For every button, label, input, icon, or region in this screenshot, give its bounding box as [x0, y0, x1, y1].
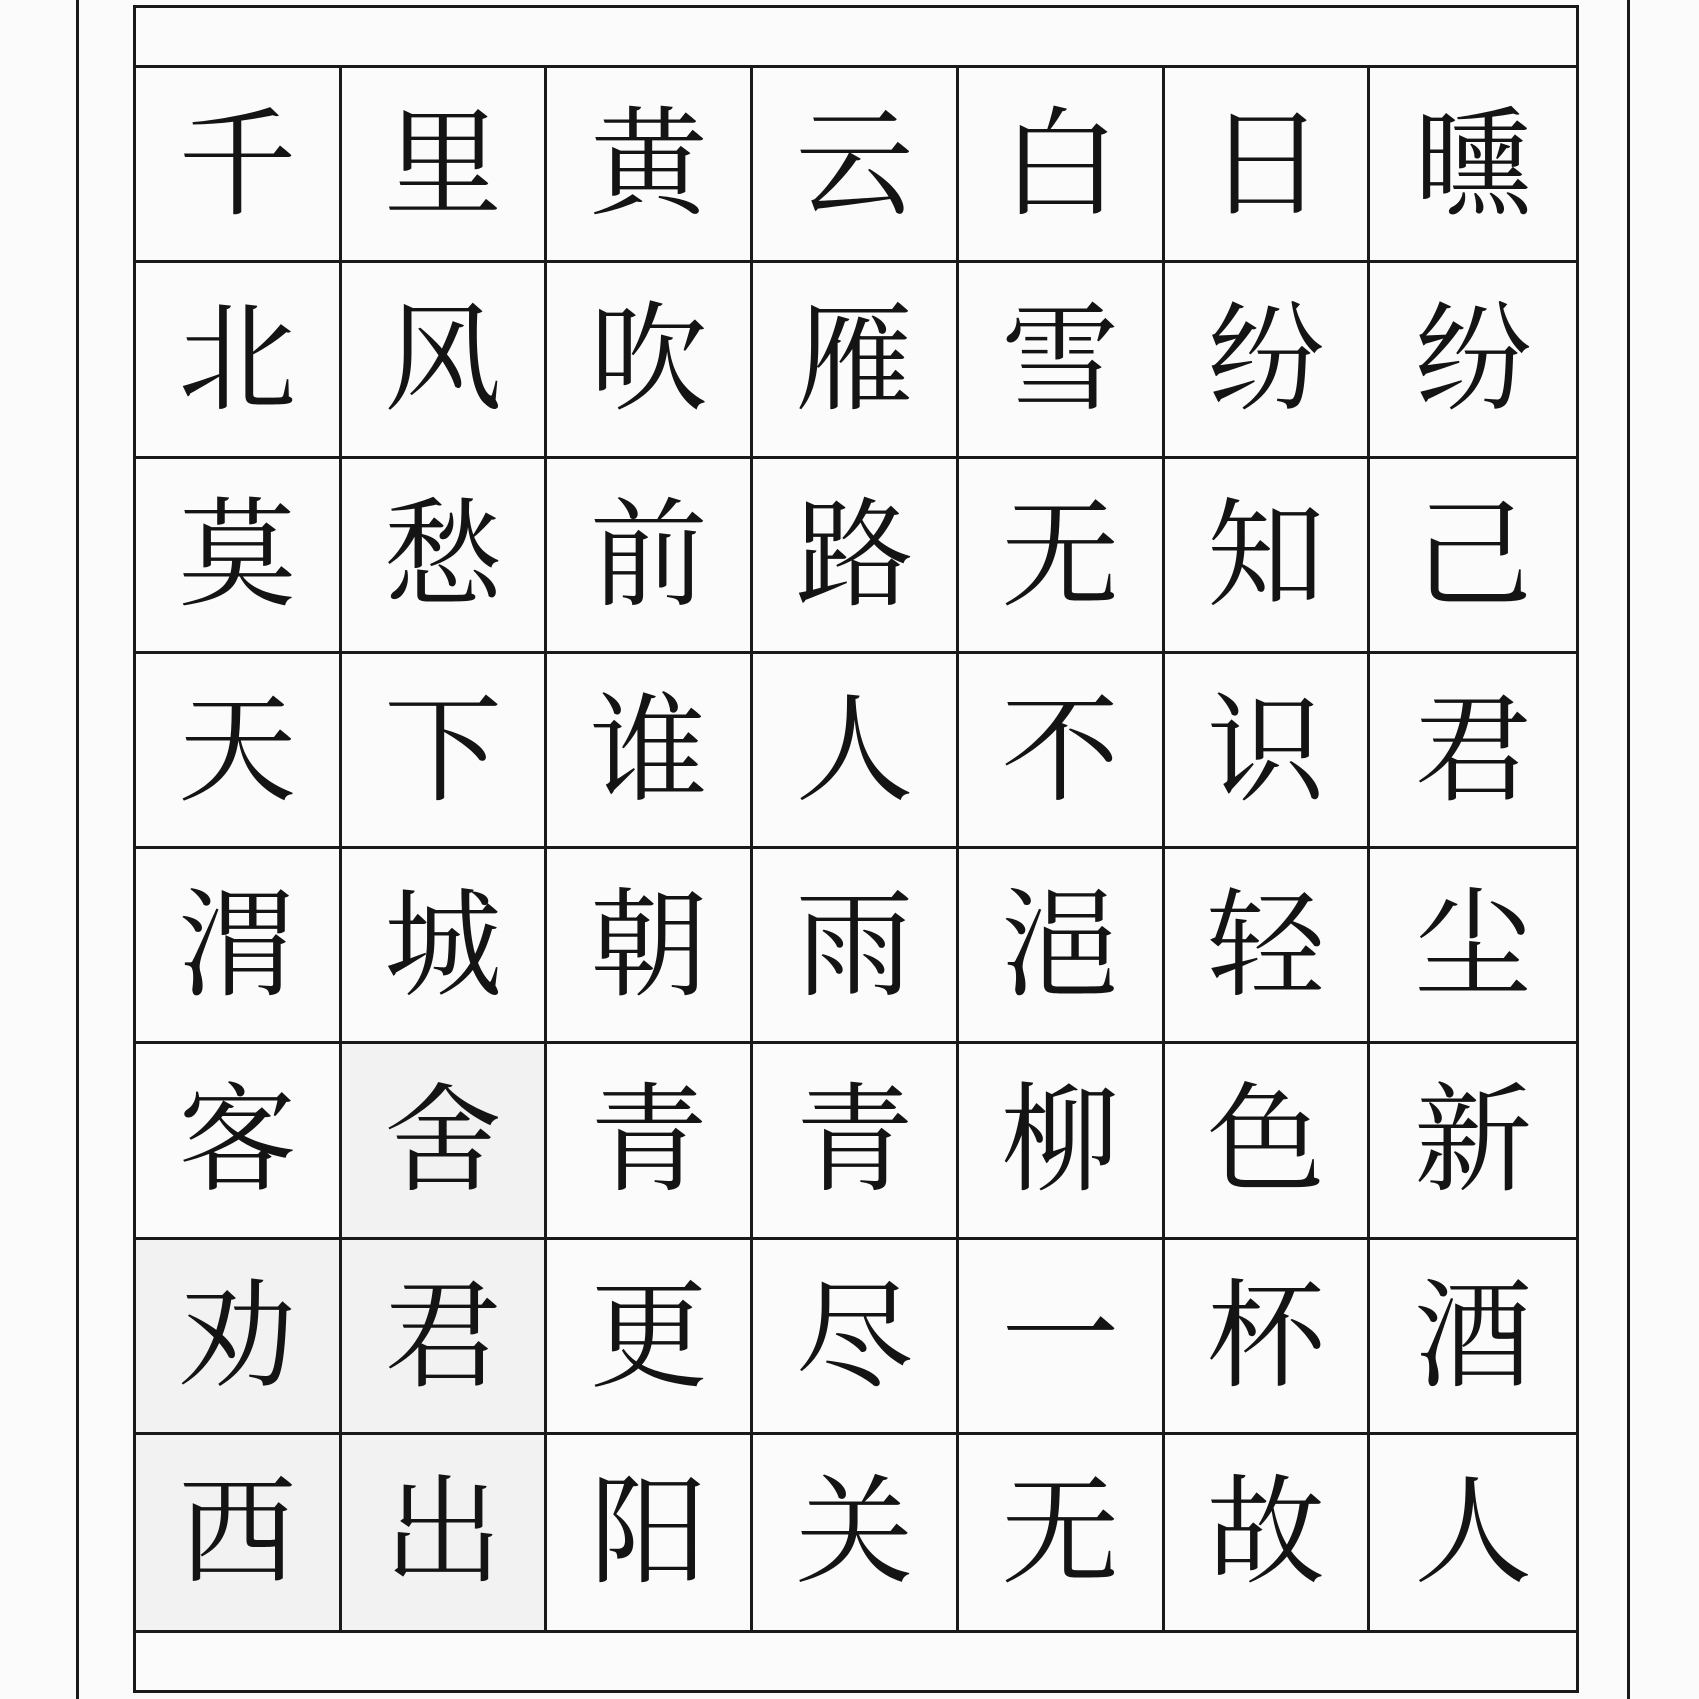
grid-cell: [547, 263, 753, 458]
handwritten-character: 故: [1206, 1463, 1325, 1602]
handwritten-character: 轻: [1206, 876, 1325, 1015]
handwritten-character: 纷: [1414, 290, 1533, 429]
grid-cell: [1165, 1435, 1371, 1630]
handwritten-character: 知: [1206, 485, 1325, 624]
grid-cell: [1370, 68, 1576, 263]
handwritten-character: 尘: [1414, 876, 1533, 1015]
handwritten-character: 里: [384, 95, 503, 234]
handwritten-character: 不: [1001, 680, 1120, 819]
handwritten-character: 君: [384, 1266, 503, 1405]
grid-cell: [753, 849, 959, 1044]
grid-cell: [1370, 459, 1576, 654]
handwritten-character: 识: [1206, 680, 1325, 819]
grid-cell: [342, 1240, 548, 1435]
grid-cell: [342, 459, 548, 654]
grid-cell: [959, 1435, 1165, 1630]
handwritten-character: 浥: [1001, 876, 1120, 1015]
grid-cell: [959, 1044, 1165, 1239]
grid-cell: [136, 1435, 342, 1630]
handwritten-character: 风: [384, 290, 503, 429]
grid-cell: [136, 849, 342, 1044]
grid-cell: [136, 1044, 342, 1239]
grid-cell: [136, 263, 342, 458]
bottom-margin-strip: [136, 1630, 1576, 1690]
grid-cell: [959, 263, 1165, 458]
grid-cell: [342, 654, 548, 849]
grid-cell: [959, 849, 1165, 1044]
handwritten-character: 无: [1001, 1463, 1120, 1602]
grid-cell: [342, 1435, 548, 1630]
grid-cell: [136, 68, 342, 263]
handwritten-character: 愁: [384, 485, 503, 624]
handwritten-character: 客: [178, 1071, 297, 1210]
grid-cell: [547, 1435, 753, 1630]
handwritten-character: 出: [384, 1463, 503, 1602]
handwritten-character: 渭: [178, 876, 297, 1015]
handwritten-character: 舍: [384, 1071, 503, 1210]
grid-cell: [1370, 849, 1576, 1044]
grid-cell: [1165, 1240, 1371, 1435]
handwritten-character: 人: [1414, 1463, 1533, 1602]
grid-cell: [959, 459, 1165, 654]
grid-cell: [1370, 1240, 1576, 1435]
grid-cell: [136, 654, 342, 849]
calligraphy-grid-frame: [133, 5, 1579, 1693]
grid-cell: [959, 68, 1165, 263]
top-margin-strip: [136, 8, 1576, 68]
grid-cell: [547, 654, 753, 849]
grid-cell: [1370, 1435, 1576, 1630]
handwritten-character: 青: [795, 1071, 914, 1210]
handwritten-character: 无: [1001, 485, 1120, 624]
grid-cell: [753, 68, 959, 263]
grid-cell: [547, 849, 753, 1044]
handwritten-character: 色: [1206, 1071, 1325, 1210]
grid-cell: [1370, 654, 1576, 849]
handwritten-character: 天: [178, 680, 297, 819]
grid-cell: [547, 68, 753, 263]
grid-cell: [342, 1044, 548, 1239]
grid-cell: [1370, 1044, 1576, 1239]
handwritten-character: 吹: [589, 290, 708, 429]
grid-cell: [1165, 263, 1371, 458]
grid-cell: [1165, 849, 1371, 1044]
grid-cell: [753, 1044, 959, 1239]
handwritten-character: 谁: [589, 680, 708, 819]
grid-cell: [1165, 1044, 1371, 1239]
grid-cell: [1165, 459, 1371, 654]
handwritten-character: 下: [384, 680, 503, 819]
handwritten-character: 一: [1001, 1266, 1120, 1405]
handwritten-character: 前: [589, 485, 708, 624]
handwritten-character: 关: [795, 1463, 914, 1602]
handwritten-character: 阳: [589, 1463, 708, 1602]
grid-cell: [959, 654, 1165, 849]
grid-cell: [342, 263, 548, 458]
handwritten-character: 白: [1001, 95, 1120, 234]
handwritten-character: 雪: [1001, 290, 1120, 429]
handwritten-character: 君: [1414, 680, 1533, 819]
grid-cell: [753, 1435, 959, 1630]
handwritten-character: 己: [1414, 485, 1533, 624]
grid-cell: [753, 263, 959, 458]
handwritten-character: 北: [178, 290, 297, 429]
grid-cell: [342, 849, 548, 1044]
handwritten-character: 曛: [1414, 95, 1533, 234]
grid-cell: [547, 1240, 753, 1435]
handwritten-character: 莫: [178, 485, 297, 624]
handwritten-character: 杯: [1206, 1266, 1325, 1405]
grid-cell: [547, 459, 753, 654]
grid-cell: [136, 1240, 342, 1435]
handwritten-character: 纷: [1206, 290, 1325, 429]
handwritten-character: 人: [795, 680, 914, 819]
grid-cell: [342, 68, 548, 263]
grid-cell: [959, 1240, 1165, 1435]
grid-cell: [753, 1240, 959, 1435]
handwritten-character: 酒: [1414, 1266, 1533, 1405]
handwritten-character: 千: [178, 95, 297, 234]
grid-cell: [1370, 263, 1576, 458]
grid-cell: [547, 1044, 753, 1239]
handwritten-character: 日: [1206, 95, 1325, 234]
grid-cell: [753, 654, 959, 849]
grid-cell: [1165, 68, 1371, 263]
grid-cell: [136, 459, 342, 654]
handwritten-character: 云: [795, 95, 914, 234]
handwritten-character: 柳: [1001, 1071, 1120, 1210]
handwritten-character: 城: [384, 876, 503, 1015]
handwritten-character: 西: [178, 1463, 297, 1602]
handwritten-character: 新: [1414, 1071, 1533, 1210]
character-grid: [136, 68, 1576, 1630]
handwritten-character: 青: [589, 1071, 708, 1210]
handwritten-character: 更: [589, 1266, 708, 1405]
handwritten-character: 路: [795, 485, 914, 624]
handwritten-character: 朝: [589, 876, 708, 1015]
handwritten-character: 尽: [795, 1266, 914, 1405]
handwritten-character: 劝: [178, 1266, 297, 1405]
handwritten-character: 黄: [589, 95, 708, 234]
grid-cell: [1165, 654, 1371, 849]
handwritten-character: 雁: [795, 290, 914, 429]
grid-cell: [753, 459, 959, 654]
handwritten-character: 雨: [795, 876, 914, 1015]
